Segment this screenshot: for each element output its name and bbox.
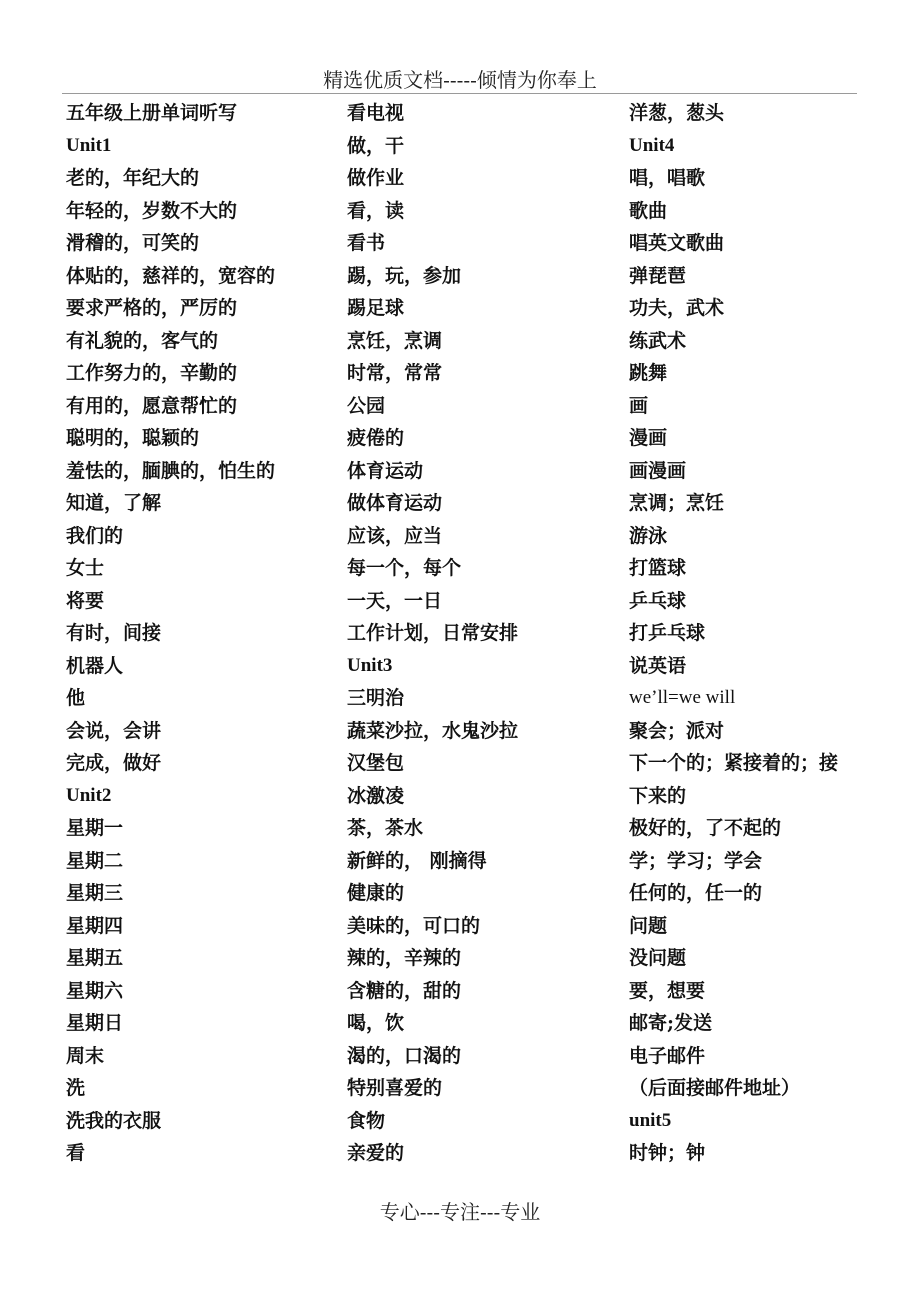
vocab-entry: 下一个的；紧接着的；接: [629, 752, 839, 774]
vocab-column-3: [629, 97, 911, 1170]
vocab-entry: 应该，应当: [347, 524, 443, 547]
vocab-entry: 工作努力的，辛勤的: [66, 362, 238, 384]
vocab-entry: 星期二: [66, 849, 124, 872]
vocab-entry: 烹调；烹饪: [629, 492, 725, 514]
vocab-entry: 美味的，可口的: [347, 914, 481, 937]
vocab-entry: Unit4: [629, 134, 675, 156]
vocab-entry: 聚会；派对: [629, 719, 725, 742]
vocab-entry: 时钟；钟: [629, 1142, 706, 1164]
vocab-entry: 烹饪，烹调: [347, 329, 443, 352]
vocab-entry: 有礼貌的，客气的: [66, 329, 219, 352]
vocab-entry: 电子邮件: [629, 1044, 706, 1067]
vocab-entry: 疲倦的: [347, 427, 405, 449]
vocab-entry: 游泳: [629, 524, 668, 547]
vocab-entry: 任何的，任一的: [629, 882, 763, 904]
vocab-entry: 体贴的，慈祥的，宽容的: [66, 264, 276, 287]
vocab-entry: 将要: [66, 589, 105, 612]
vocab-entry: 问题: [629, 914, 668, 937]
vocab-entry: 看，读: [347, 199, 405, 222]
vocab-entry: 下来的: [629, 784, 687, 807]
vocab-entry: 聪明的，聪颖的: [66, 427, 200, 449]
vocab-entry: 乒乓球: [629, 589, 687, 612]
vocab-entry: 踢足球: [347, 297, 405, 319]
vocab-entry: 功夫，武术: [629, 297, 725, 319]
vocab-entry: 没问题: [629, 947, 687, 969]
vocab-entry: 新鲜的， 刚摘得: [347, 849, 487, 872]
vocab-entry: 渴的，口渴的: [347, 1044, 462, 1067]
vocab-entry: 周末: [66, 1044, 105, 1067]
vocab-column-1: [66, 97, 348, 1170]
vocab-entry: 健康的: [347, 882, 405, 904]
vocab-entry: 看电视: [347, 102, 405, 124]
vocab-entry: 星期三: [66, 882, 124, 904]
vocab-entry: 星期日: [66, 1012, 124, 1034]
vocab-entry: 滑稽的，可笑的: [66, 232, 200, 254]
vocab-entry: 时常，常常: [347, 362, 443, 384]
vocab-entry: 看: [66, 1142, 86, 1164]
vocab-entry: 知道，了解: [66, 492, 162, 514]
vocab-entry: 星期一: [66, 817, 124, 839]
vocab-entry: 星期四: [66, 914, 124, 937]
vocab-entry: 有用的，愿意帮忙的: [66, 394, 238, 417]
vocab-entry: 三明治: [347, 687, 405, 709]
vocab-entry: 年轻的，岁数不大的: [66, 199, 238, 222]
vocab-entry: Unit1: [66, 134, 112, 156]
vocab-entry: 喝，饮: [347, 1012, 405, 1034]
vocab-entry: 做，干: [347, 134, 405, 157]
vocab-entry: 我们的: [66, 524, 124, 547]
vocab-entry: we’ll=we will: [629, 687, 736, 708]
vocab-entry: 亲爱的: [347, 1142, 405, 1164]
vocab-entry: 学；学习；学会: [629, 849, 763, 872]
vocab-entry: 要求严格的，严厉的: [66, 297, 238, 319]
vocab-entry: 洗: [66, 1077, 86, 1099]
vocab-entry: 蔬菜沙拉，水鬼沙拉: [347, 719, 519, 742]
vocab-entry: 漫画: [629, 427, 668, 449]
vocab-entry: 机器人: [66, 654, 124, 677]
vocab-entry: Unit2: [66, 784, 112, 806]
vocab-entry: 女士: [66, 557, 105, 579]
vocab-entry: 邮寄;发送: [629, 1012, 713, 1034]
vocab-entry: 汉堡包: [347, 752, 405, 774]
vocab-entry: 练武术: [629, 329, 687, 352]
vocab-entry: 星期五: [66, 947, 124, 969]
vocab-entry: 唱英文歌曲: [629, 232, 725, 254]
page-footer: 专心---专注---专业: [379, 1200, 541, 1224]
vocab-entry: 他: [66, 687, 86, 709]
vocab-entry: 要，想要: [629, 979, 706, 1002]
vocab-entry: unit5: [629, 1109, 672, 1131]
vocab-entry: 公园: [347, 394, 386, 417]
vocab-entry: 歌曲: [629, 199, 668, 222]
vocab-entry: 含糖的，甜的: [347, 979, 462, 1002]
vocab-entry: Unit3: [347, 654, 393, 676]
vocab-entry: 五年级上册单词听写: [66, 102, 238, 124]
vocab-entry: 有时，间接: [66, 622, 162, 644]
vocab-entry: 看书: [347, 232, 386, 254]
vocab-entry: 完成，做好: [66, 752, 162, 774]
vocab-entry: 极好的，了不起的: [629, 817, 782, 839]
vocab-entry: 辣的，辛辣的: [347, 947, 462, 969]
vocab-entry: 洋葱，葱头: [629, 102, 725, 124]
header-divider: [62, 93, 857, 94]
vocab-entry: 唱，唱歌: [629, 167, 706, 189]
vocab-column-2: [347, 97, 629, 1170]
vocab-entry: 画: [629, 394, 649, 417]
vocab-entry: 踢，玩，参加: [347, 264, 462, 287]
vocab-entry: 做作业: [347, 167, 405, 189]
vocab-entry: 说英语: [629, 654, 687, 677]
vocab-entry: 老的，年纪大的: [66, 167, 200, 189]
vocab-entry: 星期六: [66, 979, 124, 1002]
vocab-entry: 冰激凌: [347, 784, 405, 807]
vocab-entry: 体育运动: [347, 459, 424, 482]
vocab-entry: 跳舞: [629, 362, 668, 384]
vocab-entry: （后面接邮件地址）: [629, 1077, 801, 1099]
vocab-entry: 会说，会讲: [66, 719, 162, 742]
vocab-entry: 画漫画: [629, 459, 687, 482]
page-header: 精选优质文档-----倾情为你奉上: [323, 68, 597, 92]
vocab-entry: 打篮球: [629, 557, 687, 579]
vocab-entry: 洗我的衣服: [66, 1109, 162, 1132]
vocab-entry: 做体育运动: [347, 492, 443, 514]
vocab-entry: 一天，一日: [347, 589, 443, 612]
vocab-entry: 每一个，每个: [347, 557, 462, 579]
vocab-entry: 打乒乓球: [629, 622, 706, 644]
vocab-entry: 特别喜爱的: [347, 1077, 443, 1099]
vocab-entry: 弹琵琶: [629, 264, 687, 287]
vocab-entry: 食物: [347, 1109, 386, 1132]
vocab-entry: 工作计划，日常安排: [347, 622, 519, 644]
vocab-entry: 茶，茶水: [347, 817, 424, 839]
vocab-entry: 羞怯的，腼腆的，怕生的: [66, 459, 276, 482]
